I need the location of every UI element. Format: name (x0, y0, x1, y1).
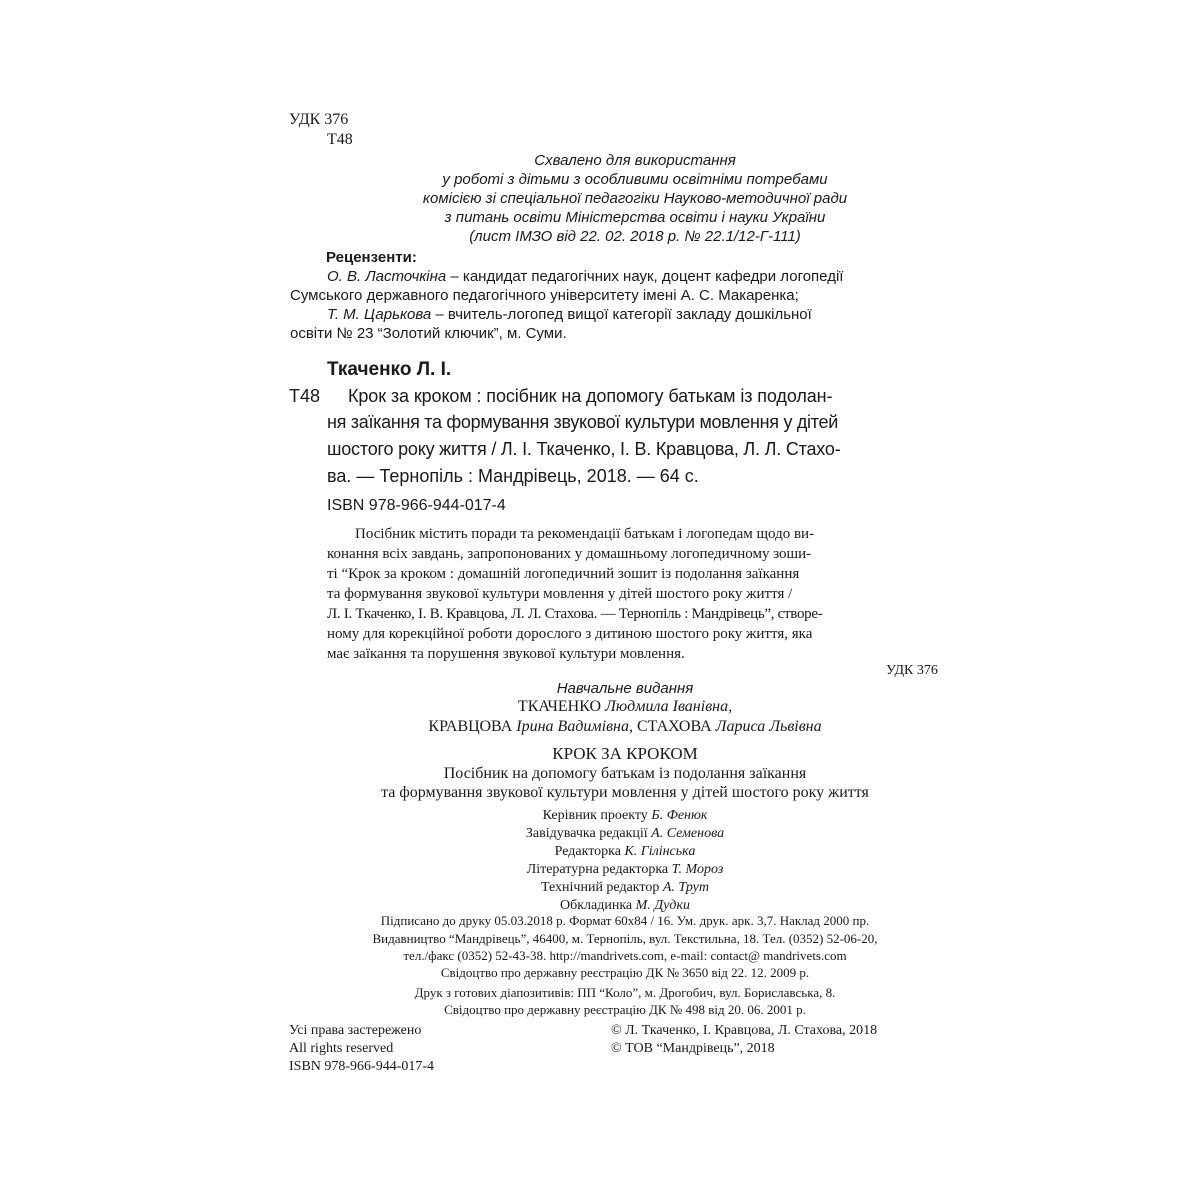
credit-line (290, 862, 960, 878)
catalog-line: шостого року життя / Л. І. Ткаченко, І. В. Кравцова, Л. Л. Стахо- (327, 439, 841, 459)
printer-address: Друк з готових діапозитивів: ПП “Коло”, м. Дрогобич, вул. Бориславська, 8. (414, 985, 836, 1000)
catalog-card-index: Т48 (289, 386, 321, 406)
approval-line: (лист ІМЗО від 22. 02. 2018 р. № 22.1/12-Г-111) (469, 228, 801, 245)
annotation-line: Посібник містить поради та рекомендації батькам і логопедам щодо ви- (355, 526, 815, 542)
edition-type: Навчальне видання (556, 680, 694, 697)
annotation-line: та формування звукової культури мовлення у дітей шостого року життя / (327, 586, 793, 602)
edition-title: КРОК ЗА КРОКОМ (552, 744, 698, 763)
credit-line (290, 844, 960, 860)
annotation-line: має заїкання та порушення звукової культури мовлення. (327, 646, 685, 662)
publisher-address: Видавництво “Мандрівець”, 46400, м. Тернопіль, вул. Текстильна, 18. Тел. (0352) 52-06-20, (372, 931, 878, 946)
rights-reserved-en: All rights reserved (289, 1041, 394, 1056)
edition-authors-1 (290, 698, 960, 716)
reviewer-1-cont: Сумського державного педагогічного університету імені А. С. Макаренка; (290, 287, 799, 304)
credit-line (290, 808, 960, 824)
edition-subtitle: та формування звукової культури мовлення у дітей шостого року життя (381, 784, 869, 801)
credit-role: Технічний редактор (540, 880, 663, 895)
credit-name: А. Трут (662, 880, 709, 895)
credit-name: А. Семенова (651, 826, 725, 841)
copyright-authors: © Л. Ткаченко, І. Кравцова, Л. Стахова, 2018 (611, 1023, 878, 1038)
catalog-author: Ткаченко Л. І. (327, 359, 452, 380)
catalog-line: ня заїкання та формування звукової культури мовлення у дітей (327, 412, 838, 432)
catalog-line: ва. — Тернопіль : Мандрівець, 2018. — 64 с. (327, 466, 699, 486)
credit-line (290, 826, 960, 842)
approval-line: комісією зі спеціальної педагогіки Науково-методичної ради (422, 190, 848, 207)
author-surname: КРАВЦОВА (428, 718, 513, 735)
approval-line: з питань освіти Міністерства освіти і науки України (444, 209, 826, 226)
credit-role: Керівник проекту (542, 808, 652, 823)
approval-line: Схвалено для використання (534, 152, 736, 169)
credit-name: К. Гілінська (624, 844, 696, 859)
reviewer-2-name: Т. М. Царькова (327, 306, 432, 323)
print-signed: Підписано до друку 05.03.2018 р. Формат 60х84 / 16. Ум. друк. арк. 3,7. Наклад 2000 пр. (380, 913, 870, 928)
reviewer-1 (327, 268, 843, 285)
credit-line (290, 880, 960, 896)
credit-role: Редакторка (554, 844, 625, 859)
rights-isbn: ISBN 978-966-944-017-4 (289, 1059, 435, 1074)
author-given-name: Лариса Львівна (711, 718, 822, 735)
catalog-line: Крок за кроком : посібник на допомогу батькам із подолан- (348, 386, 833, 406)
catalog-isbn: ISBN 978-966-944-017-4 (327, 497, 506, 514)
publisher-registration: Свідоцтво про державну реєстрацію ДК № 3650 від 22. 12. 2009 р. (440, 965, 810, 980)
author-surname: СТАХОВА (636, 718, 712, 735)
annotation-line: ному для корекційної роботи дорослого з дитиною шостого року життя, яка (327, 626, 813, 642)
catalog-index: Т48 (327, 131, 353, 148)
credit-role: Літературна редакторка (526, 862, 672, 877)
reviewer-1-name: О. В. Ласточкіна (327, 268, 447, 285)
edition-subtitle: Посібник на допомогу батькам із подолання заїкання (443, 765, 807, 782)
edition-authors-2 (290, 718, 960, 736)
printer-registration: Свідоцтво про державну реєстрацію ДК № 498 від 20. 06. 2001 р. (444, 1002, 806, 1017)
credit-name: М. Дудки (635, 898, 691, 913)
udk-code: УДК 376 (289, 111, 349, 128)
publisher-contacts: тел./факс (0352) 52-43-38. http://mandrivets.com, e-mail: contact@ mandrivets.com (403, 948, 847, 963)
annotation-line: ті “Крок за кроком : домашній логопедичний зошит із подолання заїкання (327, 566, 800, 582)
annotation-udk: УДК 376 (886, 663, 938, 678)
reviewers-heading: Рецензенти: (326, 249, 417, 266)
reviewer-2-cont: освіти № 23 “Золотий ключик”, м. Суми. (290, 325, 567, 342)
reviewer-1-title: – кандидат педагогічних наук, доцент кафедри логопедії (446, 268, 844, 285)
rights-reserved-ua: Усі права застережено (289, 1023, 422, 1038)
copyright-publisher: © ТОВ “Мандрівець”, 2018 (611, 1041, 775, 1056)
credit-name: Т. Мороз (671, 862, 724, 877)
credit-role: Обкладинка (559, 898, 636, 913)
author-surname: ТКАЧЕНКО (517, 698, 602, 715)
credit-name: Б. Фенюк (651, 808, 708, 823)
reviewer-2-title: – вчитель-логопед вищої категорії закладу дошкільної (431, 306, 812, 323)
annotation-line: Л. І. Ткаченко, І. В. Кравцова, Л. Л. Стахова. — Тернопіль : Мандрівець”, створе- (327, 606, 823, 622)
annotation-line: конання всіх завдань, запропонованих у домашньому логопедичному зоши- (327, 546, 812, 562)
credit-role: Завідувачка редакції (525, 826, 652, 841)
credit-line (290, 898, 960, 914)
approval-line: у роботі з дітьми з особливими освітніми потребами (442, 171, 828, 188)
reviewer-2 (327, 306, 812, 323)
author-given-name: Ірина Вадимівна, (512, 718, 637, 735)
author-given-name: Людмила Іванівна, (601, 698, 733, 715)
